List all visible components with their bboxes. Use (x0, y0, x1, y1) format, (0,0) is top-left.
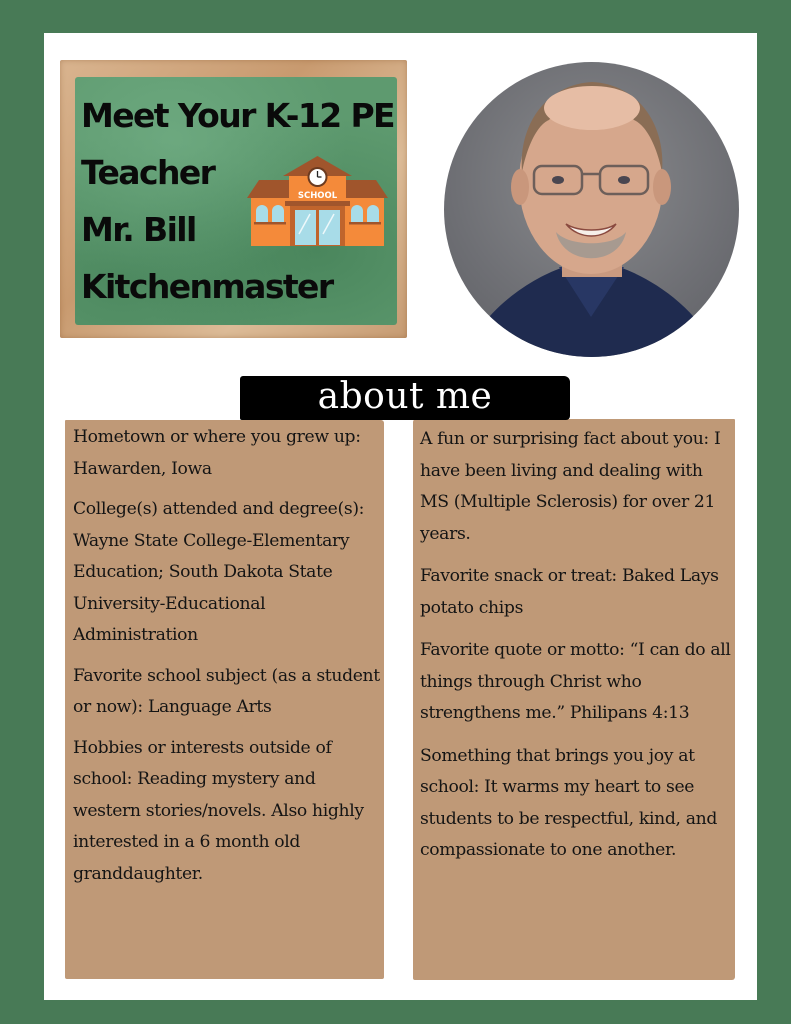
teacher-photo (444, 62, 739, 357)
info-box-left (65, 420, 384, 979)
info-box-right (413, 419, 735, 980)
chalkboard-frame (60, 60, 407, 338)
info-joy-at-school: Something that brings you joy at school: It warms my heart to see students to be respectful, kind, and compassionate to one another. (420, 745, 717, 860)
info-favorite-subject: Favorite school subject (as a student or now): Language Arts (73, 665, 380, 717)
info-hometown: Hometown or where you grew up: Hawarden, Iowa (73, 427, 361, 479)
title-line-4: Kitchenmaster (81, 267, 333, 306)
chalkboard (75, 77, 397, 325)
info-favorite-quote: Favorite quote or motto: “I can do all things through Christ who strengthens me.” Philipans 4:13 (420, 640, 731, 723)
portrait-illustration (444, 62, 739, 357)
info-college: College(s) attended and degree(s): Wayne State College-Elementary Education; South Dakota State University-Educational Administration (73, 499, 365, 645)
section-title: about me (317, 376, 493, 417)
info-hobbies: Hobbies or interests outside of school: Reading mystery and western stories/novels. Also highly interested in a 6 month old granddaughter. (73, 737, 364, 884)
about-me-banner (240, 376, 570, 420)
title-line-3: Mr. Bill (81, 210, 196, 249)
svg-text:SCHOOL: SCHOOL (297, 191, 338, 201)
info-fun-fact: A fun or surprising fact about you: I have been living and dealing with MS (Multiple Sclerosis) for over 21 years. (420, 429, 721, 544)
info-favorite-snack: Favorite snack or treat: Baked Lays potato chips (420, 566, 719, 618)
title-line-2: Teacher (81, 153, 215, 192)
school-building-icon (245, 154, 390, 249)
title-line-1: Meet Your K-12 PE (81, 96, 394, 135)
